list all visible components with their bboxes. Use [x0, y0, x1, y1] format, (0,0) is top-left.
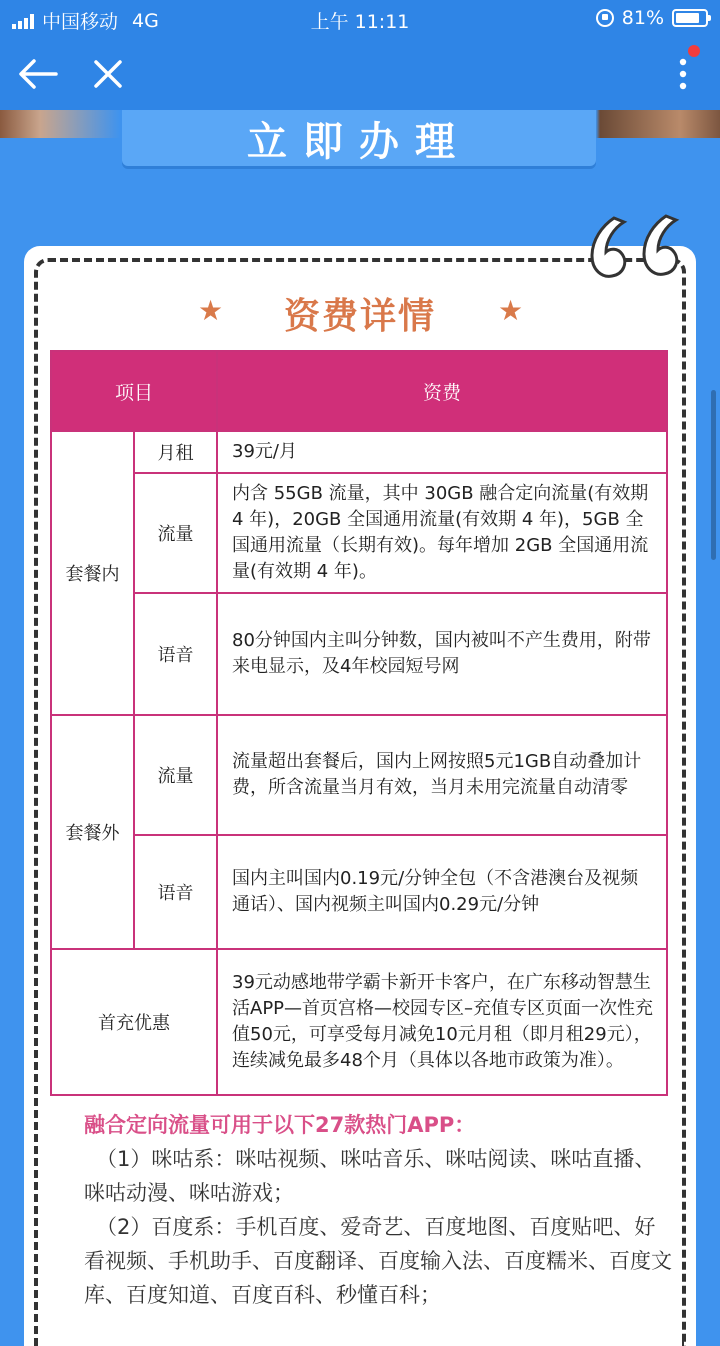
section-header: [24, 288, 696, 338]
quote-decoration-icon: [584, 206, 696, 286]
battery-percent: 81%: [621, 7, 664, 29]
table-row: [51, 715, 667, 835]
battery-icon: [672, 9, 708, 27]
nav-bar: [0, 38, 720, 110]
section-title: 资费详情: [283, 295, 436, 337]
rotation-lock-icon: [596, 9, 614, 27]
apply-now-button[interactable]: 立即办理: [122, 110, 596, 166]
table-row: [51, 593, 667, 715]
more-button[interactable]: [668, 50, 698, 98]
row-desc: 39元动感地带学霸卡新开卡客户，在广东移动智慧生活APP—首页宫格—校园专区–充值专区页面一次性充值50元，可享受每月减免10元月租（即月租29元），连续减免最多48个月（具体以各地市政策为准）。: [217, 949, 667, 1095]
scrollbar[interactable]: [711, 390, 716, 560]
network-type: 4G: [132, 9, 159, 32]
app-list-item: （1）咪咕系：咪咕视频、咪咕音乐、咪咕阅读、咪咕直播、咪咕动漫、咪咕游戏；: [84, 1147, 656, 1205]
row-label: 语音: [134, 593, 217, 715]
row-desc: 国内主叫国内0.19元/分钟全包（不含港澳台及视频通话）、国内视频主叫国内0.29元/分钟: [217, 835, 667, 949]
row-label: 流量: [134, 473, 217, 593]
star-icon: ★: [498, 294, 524, 327]
table-header-row: [51, 351, 667, 431]
close-icon: [93, 59, 123, 89]
group-out-package: 套餐外: [51, 715, 134, 949]
group-in-package: 套餐内: [51, 431, 134, 715]
table-row: [51, 949, 667, 1095]
row-desc: 39元/月: [217, 431, 667, 473]
app-list-item: （2）百度系：手机百度、爱奇艺、百度地图、百度贴吧、好看视频、手机助手、百度翻译、百度输入法、百度糯米、百度文库、百度知道、百度百科、秒懂百科；: [84, 1215, 672, 1307]
group-first-recharge: 首充优惠: [51, 949, 217, 1095]
back-button[interactable]: [14, 50, 62, 98]
header-fee: 资费: [217, 351, 667, 431]
fee-table: [50, 350, 668, 1096]
star-icon: ★: [198, 294, 224, 327]
more-vertical-icon: [679, 58, 687, 90]
table-row: [51, 473, 667, 593]
close-button[interactable]: [84, 50, 132, 98]
row-label: 语音: [134, 835, 217, 949]
app-list: [84, 1108, 674, 1312]
carrier-label: 中国移动: [42, 11, 119, 33]
row-desc: 内含 55GB 流量，其中 30GB 融合定向流量(有效期 4 年)，20GB 全国通用流量(有效期 4 年)，5GB 全国通用流量（长期有效)。每年增加 2GB 全国通用流量(有效期 4 年)。: [217, 473, 667, 593]
arrow-left-icon: [18, 58, 58, 90]
app-list-heading: 融合定向流量可用于以下27款热门APP：: [84, 1113, 476, 1137]
header-item: 项目: [51, 351, 217, 431]
status-time: 上午 11:11: [310, 11, 410, 33]
row-desc: 80分钟国内主叫分钟数，国内被叫不产生费用，附带来电显示，及4年校园短号网: [217, 593, 667, 715]
row-label: 月租: [134, 431, 217, 473]
row-label: 流量: [134, 715, 217, 835]
table-row: [51, 431, 667, 473]
notification-dot: [688, 45, 700, 57]
status-bar: [0, 0, 720, 38]
row-desc: 流量超出套餐后，国内上网按照5元1GB自动叠加计费，所含流量当月有效，当月未用完流量自动清零: [217, 715, 667, 835]
table-row: [51, 835, 667, 949]
